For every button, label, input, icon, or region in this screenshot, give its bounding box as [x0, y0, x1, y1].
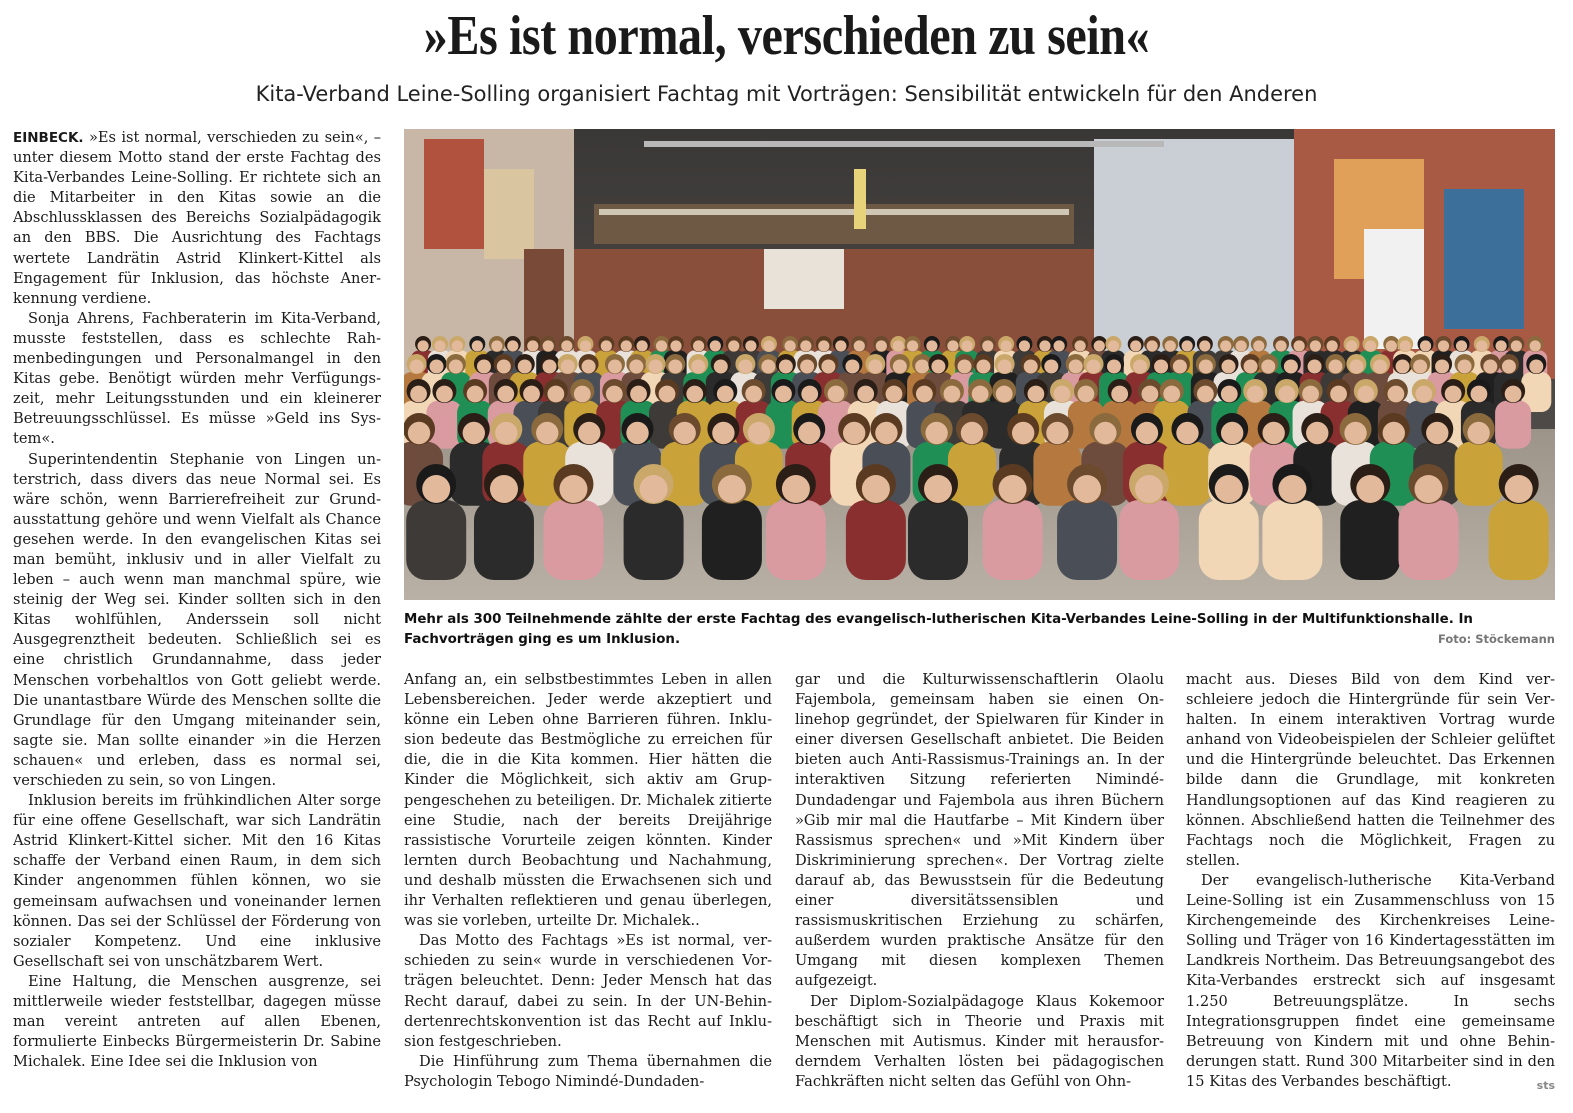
audience-member-body: [983, 500, 1043, 580]
article-paragraph: Anfang an, ein selbstbestimmtes Leben in allen Lebensbereichen. Jeder werde akzeptiert und könne ein Leben ohne Barrieren führen. Inklusion bedeute das Bestmögliche zu erreichen für die, die in die Kita kommen. Hier hätten die Kinder die Möglichkeit, sich aktiv am Gruppengeschehen zu beteiligen. Dr. Michalek zitierte eine Studie, nach der bereits Dreijährige rassistische Vorurteile zeigen könnten. Kinder lernten durch Beobachtung und Nachahmung, und deshalb müssten die Erwachsenen sich und ihr Verhalten reflektieren und genau überlegen, was sie vorleben, urteilte Dr. Michalek..: [404, 671, 773, 930]
article-paragraph: Der Diplom-Sozialpädagoge Klaus Kokemoor beschäftigt sich in Theorie und Praxis mit Menschen mit Autismus. Kinder mit herausforderndem Verhalten lösten bei pädagogischen Fachkräften nicht selten das Gefühl von Ohn-: [795, 992, 1164, 1090]
audience-member-face: [915, 360, 929, 374]
audience-member-face: [547, 386, 564, 403]
audience-member-face: [1222, 360, 1236, 374]
audience-member-face: [1373, 360, 1387, 374]
audience-member-face: [1284, 360, 1298, 374]
audience-member-face: [818, 340, 829, 351]
audience-member-face: [1173, 360, 1187, 374]
audience-member-face: [1458, 360, 1472, 374]
audience-member-face: [674, 422, 696, 444]
audience-member-face: [1215, 475, 1243, 503]
audience-member-face: [497, 360, 511, 374]
audience-member-face: [1435, 360, 1449, 374]
audience-member-face: [1310, 340, 1321, 351]
audience-member-body: [1199, 500, 1259, 580]
audience-member-face: [1413, 360, 1427, 374]
audience-member-face: [561, 340, 572, 351]
article-paragraph: gar und die Kulturwissenschaftlerin Olaolu Fajembola, gemeinsam haben sie einen Onlinehop gegründet, der Spielwaren für Kinder in einer diversen Gesellschaft anbietet. Die Beiden bieten auch Anti-Rassismus-Trainings an. In der interaktiven Sitzung referierten Nimindé-Dundadengar und Fajembola aus ihren Büchern »Gib mir mal die Hautfarbe – Mit Kindern über Rassismus sprechen« und »Mit Kindern über Diskriminierung sprechen«. Der Vortrag zielte darauf ab, das Bewusstsein für die Bedeutung einer diversitätssensiblen und rassismuskritischen Erziehung zu schärfen, außerdem wurden praktische Ansätze für den Umgang mit diesen komplexen Themen aufgezeigt.: [795, 671, 1164, 990]
article-paragraph: Das Motto des Fachtags »Es ist normal, verschieden zu sein« wurde in verschiedenen Vorträgen beleuchtet. Denn: Jeder Mensch hat das Recht darauf, dabei zu sein. In der UN-Behindertenrechtskonvention ist das Recht auf Inklusion festgeschrieben.: [404, 932, 772, 1050]
audience-member-body: [474, 500, 534, 580]
audience-member-face: [1221, 386, 1238, 403]
audience-member-body: [1455, 442, 1503, 506]
audience-member-face: [1306, 422, 1328, 444]
audience-member-face: [748, 422, 770, 444]
audience-member-body: [1057, 500, 1117, 580]
audience-member-face: [801, 386, 818, 403]
audience-member-face: [1261, 360, 1275, 374]
audience-member-face: [999, 475, 1027, 503]
audience-member-face: [1197, 386, 1214, 403]
audience-member-face: [543, 360, 557, 374]
audience-member-body: [702, 500, 762, 580]
audience-member-face: [1365, 340, 1376, 351]
photo-caption: Mehr als 300 Teilnehmende zählte der erste Fachtag des evangelisch-lutherischen Kita-Verbandes Leine-Solling in der Multifunktionshalle. In Fachvorträgen ging es um Inklusion.: [404, 612, 1473, 647]
audience-member-face: [1278, 475, 1306, 503]
audience-member-face: [947, 340, 958, 351]
audience-member-body: [1398, 500, 1458, 580]
audience-member-face: [1012, 422, 1034, 444]
audience-member-face: [507, 340, 518, 351]
audience-member-face: [1247, 386, 1264, 403]
audience-member-face: [761, 360, 775, 374]
audience-member-face: [1244, 360, 1258, 374]
audience-member-face: [1530, 340, 1541, 351]
audience-member-face: [1420, 340, 1431, 351]
audience-member-face: [738, 360, 752, 374]
audience-member-body: [1340, 500, 1400, 580]
audience-member-face: [649, 360, 663, 374]
audience-member-face: [745, 340, 756, 351]
audience-member-face: [417, 340, 428, 351]
audience-member-face: [944, 386, 961, 403]
audience-member-body: [624, 500, 684, 580]
audience-member-face: [1027, 386, 1044, 403]
audience-member-face: [1294, 340, 1305, 351]
article-paragraph: macht aus. Dieses Bild von dem Kind verschleiere jedoch die Hintergründe für sein Verhalten. In einem interaktiven Vortrag wurde anhand von Videobeispielen der Schleier gelüftet und die Hintergründe beleuchtet. Das Erkennen bilde dann die Grundlage, mit konkreten Handlungsoptionen auf das Kind reagieren zu können. Abschließend hatten die Teilnehmer des Fachtags noch die Möglichkeit, Fragen zu stellen.: [1186, 671, 1555, 869]
audience-member-face: [430, 360, 444, 374]
audience-member-face: [1046, 422, 1068, 444]
audience-member-face: [410, 360, 424, 374]
audience-member-body: [908, 500, 968, 580]
audience-member-body: [1495, 401, 1531, 449]
audience-member-face: [410, 386, 427, 403]
audience-member-body: [846, 500, 906, 580]
audience-member-face: [712, 422, 734, 444]
audience-member-face: [1199, 360, 1213, 374]
audience-member-face: [1044, 360, 1058, 374]
audience-member-face: [843, 422, 865, 444]
audience-member-face: [800, 340, 811, 351]
audience-member-face: [1278, 386, 1295, 403]
audience-member-face: [518, 360, 532, 374]
audience-member-face: [670, 340, 681, 351]
dateline: EINBECK.: [13, 130, 84, 146]
audience-member-face: [925, 422, 947, 444]
audience-member-face: [982, 340, 993, 351]
audience-member-face: [640, 475, 668, 503]
audience-member-face: [408, 422, 430, 444]
audience-member-face: [543, 340, 554, 351]
audience-member-face: [1445, 386, 1462, 403]
audience-member-face: [926, 340, 937, 351]
article-column-4: [1186, 670, 1555, 1096]
audience-member-face: [1356, 475, 1384, 503]
audience-member-face: [931, 360, 945, 374]
audience-member-face: [1275, 340, 1286, 351]
audience-member-face: [893, 360, 907, 374]
audience-member-face: [626, 422, 648, 444]
author-signature: sts: [1536, 1078, 1555, 1092]
audience-member-face: [477, 360, 491, 374]
audience-member-face: [798, 422, 820, 444]
audience-member-face: [574, 386, 591, 403]
photo-credit: Foto: Stöckemann: [1437, 632, 1555, 646]
audience-member-face: [491, 340, 502, 351]
audience-member-face: [835, 340, 846, 351]
audience-member-face: [886, 386, 903, 403]
audience-member-body: [1489, 500, 1549, 580]
audience-member-face: [1135, 475, 1163, 503]
audience-member-face: [659, 386, 676, 403]
audience-member-face: [958, 360, 972, 374]
audience-member-body: [1163, 442, 1211, 506]
audience-member-face: [1176, 422, 1198, 444]
audience-member-face: [1165, 340, 1176, 351]
audience-member-face: [1467, 422, 1489, 444]
audience-member-face: [1182, 340, 1193, 351]
audience-member-face: [1483, 360, 1497, 374]
audience-member-face: [693, 340, 704, 351]
audience-member-face: [630, 386, 647, 403]
audience-member-face: [1078, 386, 1095, 403]
audience-member-face: [1529, 360, 1543, 374]
audience-member-face: [821, 360, 835, 374]
audience-member-face: [1054, 340, 1065, 351]
audience-member-face: [924, 475, 952, 503]
audience-member-face: [1221, 422, 1243, 444]
audience-member-face: [800, 360, 814, 374]
audience-member-face: [1327, 340, 1338, 351]
audience-hall-illustration: [404, 129, 1555, 600]
audience-member-face: [1147, 340, 1158, 351]
audience-member-face: [876, 340, 887, 351]
audience-member-face: [578, 422, 600, 444]
audience-member-face: [434, 340, 445, 351]
audience-member-face: [1400, 340, 1411, 351]
audience-member-face: [1414, 475, 1442, 503]
audience-member-face: [862, 475, 890, 503]
audience-member-face: [1438, 340, 1449, 351]
audience-member-face: [1253, 340, 1264, 351]
audience-member-face: [976, 360, 990, 374]
subheadline: Kita-Verband Leine-Solling organisiert Fachtag mit Vorträgen: Sensibilität entwickeln für den Anderen: [255, 82, 1318, 106]
article-paragraph: Sonja Ahrens, Fachberaterin im Kita-Verband, musste feststellen, dass es schlechte Rahmenbedingungen und Personalmangel in den Kitas gebe. Benötigt würden mehr Verfügungszeit, mehr Leitungsstunden und ein kleinerer Betreuungsschlüssel. Es müsse »Geld ins System«.: [13, 309, 381, 448]
audience-member-face: [875, 422, 897, 444]
audience-member-body: [406, 500, 466, 580]
audience-member-face: [893, 340, 904, 351]
audience-member-face: [717, 386, 734, 403]
audience-member-face: [857, 386, 874, 403]
article-paragraph: Superintendentin Stephanie von Lingen unterstrich, dass divers das neue Normal sei. Es wäre schön, wenn Barrierefreiheit zur Grundausstattung gehöre und wenn Vielfalt als Chance gesehen werde. In den evangelischen Kitas sei man bemüht, inklusiv und in aller Vielfalt zu leben – auch wenn man manchmal spüre, wie steinig der Weg sei. Kinder sollten sich in den Kitas wohlfühlen, Anderssein soll nicht Ausgegrenztheit bedeuten. Schließlich sei es eine christlich Grundannahme, dass jeder Menschen vorbehaltlos von Gott geliebt werde. Die unantastbare Würde des Menschen sollte die Grundlage für den Umgang miteinander sein, sagte sie. Man sollte einander »in die Herzen schauen« und erleben, dass es normal sei, verschieden zu sein, so von Lingen.: [13, 450, 381, 789]
audience-member-face: [785, 340, 796, 351]
event-photo: [404, 129, 1555, 600]
audience-member-face: [1476, 340, 1487, 351]
audience-member-face: [536, 422, 558, 444]
audience-member-face: [1086, 360, 1100, 374]
audience-member-face: [467, 386, 484, 403]
audience-member-face: [1094, 422, 1116, 444]
audience-member-face: [845, 360, 859, 374]
audience-member-face: [559, 475, 587, 503]
audience-member-face: [1163, 386, 1180, 403]
audience-member-face: [472, 340, 483, 351]
audience-member-face: [1019, 340, 1030, 351]
audience-member-face: [497, 386, 514, 403]
audience-member-face: [582, 360, 596, 374]
audience-member-face: [1496, 340, 1507, 351]
audience-member-face: [1000, 340, 1011, 351]
audience-member-body: [766, 500, 826, 580]
audience-member-face: [1094, 340, 1105, 351]
audience-member-face: [828, 386, 845, 403]
audience-member-face: [561, 360, 575, 374]
audience-member-face: [580, 340, 591, 351]
audience-member-face: [1136, 422, 1158, 444]
audience-member-face: [608, 360, 622, 374]
audience-member-face: [763, 340, 774, 351]
audience-member-face: [1502, 360, 1516, 374]
audience-member-face: [1220, 340, 1231, 351]
audience-member-face: [636, 340, 647, 351]
audience-member-face: [1511, 340, 1522, 351]
audience-member-face: [1107, 360, 1121, 374]
audience-member-face: [490, 475, 518, 503]
audience-member-face: [1111, 386, 1128, 403]
audience-member-face: [1456, 340, 1467, 351]
audience-member-body: [1119, 500, 1179, 580]
audience-member-face: [1108, 340, 1119, 351]
audience-member-face: [1349, 360, 1363, 374]
audience-member-face: [1024, 360, 1038, 374]
audience-member-face: [1154, 360, 1168, 374]
audience-member-face: [718, 475, 746, 503]
article-paragraph: Eine Haltung, die Menschen ausgrenze, sei mittlerweile wieder feststellbar, dagegen müsse man vereint antreten auf allen Ebenen, formulierte Einbecks Bürgermeisterin Dr. Sabine Michalek. Eine Idee sei die Inklusion von: [13, 972, 381, 1071]
audience-member-face: [1330, 386, 1347, 403]
audience-member-face: [1199, 340, 1210, 351]
headline: »Es ist normal, verschieden zu sein«: [423, 5, 1150, 67]
audience-member-face: [1387, 386, 1404, 403]
audience-member-face: [1357, 386, 1374, 403]
audience-member-face: [998, 360, 1012, 374]
audience-member-face: [710, 340, 721, 351]
audience-member-body: [543, 500, 603, 580]
article-column-3: [795, 670, 1164, 1092]
audience-member-face: [972, 386, 989, 403]
audience-member-face: [452, 340, 463, 351]
audience-member-face: [1344, 422, 1366, 444]
audience-member-face: [1236, 340, 1247, 351]
audience-member-face: [996, 386, 1013, 403]
audience-member-face: [1426, 422, 1448, 444]
audience-member-face: [854, 340, 865, 351]
audience-member-face: [779, 360, 793, 374]
audience-member-face: [629, 360, 643, 374]
audience-member-face: [1386, 340, 1397, 351]
audience-member-face: [1073, 475, 1101, 503]
audience-member-face: [1039, 340, 1050, 351]
audience-member-face: [668, 360, 682, 374]
audience-member-face: [916, 386, 933, 403]
audience-member-face: [495, 422, 517, 444]
audience-member-face: [606, 386, 623, 403]
article-paragraph: Die Hinführung zum Thema übernahmen die Psychologin Tebogo Nimindé-Dundaden-: [404, 1052, 772, 1090]
audience-member-face: [728, 340, 739, 351]
audience-member-face: [1133, 360, 1147, 374]
audience-member-face: [1262, 422, 1284, 444]
article-paragraph: Der evangelisch-lutherische Kita-Verband Leine-Solling ist ein Zusammenschluss von 15 Kirchengemeinde des Kirchenkreises Leine-Solling und Träger von 16 Kindertagesstätten im Landkreis Northeim. Das Betreuungsangebot des Kita-Verbandes erstreckt sich auf insgesamt 1.250 Betreuungsplätze. In sechs Integrationsgruppen findet eine gemeinsame Betreuung von Kindern mit und ohne Behinderungen statt. Rund 300 Mitarbeiter sind in den 15 Kitas des Verbandes beschäftigt. sts: [1186, 871, 1555, 1092]
audience-member-face: [1130, 340, 1141, 351]
audience-member-face: [1471, 386, 1488, 403]
audience-member-face: [714, 360, 728, 374]
audience-member-face: [463, 422, 485, 444]
article-column-1: [13, 128, 381, 1072]
audience-member-face: [782, 475, 810, 503]
audience-member-face: [1383, 422, 1405, 444]
audience-member-face: [523, 386, 540, 403]
audience-member-face: [961, 422, 983, 444]
audience-member-face: [962, 340, 973, 351]
audience-member-face: [1346, 340, 1357, 351]
audience-member-face: [691, 360, 705, 374]
audience-member-face: [1505, 475, 1533, 503]
audience-member-face: [601, 340, 612, 351]
audience-member-face: [422, 475, 450, 503]
audience-member-face: [1505, 386, 1522, 403]
audience-member-body: [1262, 500, 1322, 580]
audience-member-face: [436, 386, 453, 403]
audience-member-face: [1075, 340, 1086, 351]
audience-member-face: [1308, 360, 1322, 374]
audience-member-face: [621, 340, 632, 351]
audience-member-face: [1054, 386, 1071, 403]
audience-member-face: [1069, 360, 1083, 374]
audience-member-face: [745, 386, 762, 403]
audience-member-face: [527, 340, 538, 351]
audience-member-face: [1302, 386, 1319, 403]
audience-member-face: [656, 340, 667, 351]
audience-member-face: [868, 360, 882, 374]
audience-member-face: [1328, 360, 1342, 374]
audience-member-face: [775, 386, 792, 403]
audience-member-face: [1396, 360, 1410, 374]
audience-member-face: [686, 386, 703, 403]
audience-member-face: [449, 360, 463, 374]
audience-member-face: [907, 340, 918, 351]
article-paragraph: EINBECK. »Es ist normal, verschieden zu sein«, – unter diesem Motto stand der erste Fachtag des Kita-Verbandes Leine-Solling. Er richtete sich an die Mitarbeiter in den Kitas sowie an die Abschlussklassen des Bereichs Sozialpädagogik an den BBS. Die Ausrichtung des Fachtags wertete Landrätin Astrid Klinkert-Kittel als Engagement für Inklusion, das höchste Anerkennung verdiene.: [13, 129, 381, 307]
article-column-2: [404, 670, 772, 1092]
article-paragraph: Inklusion bereits im frühkindlichen Alter sorge für eine offene Gesellschaft, war sich Landrätin Astrid Klinkert-Kittel sicher. Mit den 16 Kitas schaffe der Verband einen Raum, in dem sich Kinder angenommen fühlen können, wo sie gemeinsam aufwachsen und voneinander lernen können. Das sei der Schlüssel der Förderung von sozialer Kompetenz. Und eine inklusive Gesellschaft sei von unschätzbarem Wert.: [13, 792, 381, 970]
audience-member-face: [1415, 386, 1432, 403]
audience-member-face: [1142, 386, 1159, 403]
